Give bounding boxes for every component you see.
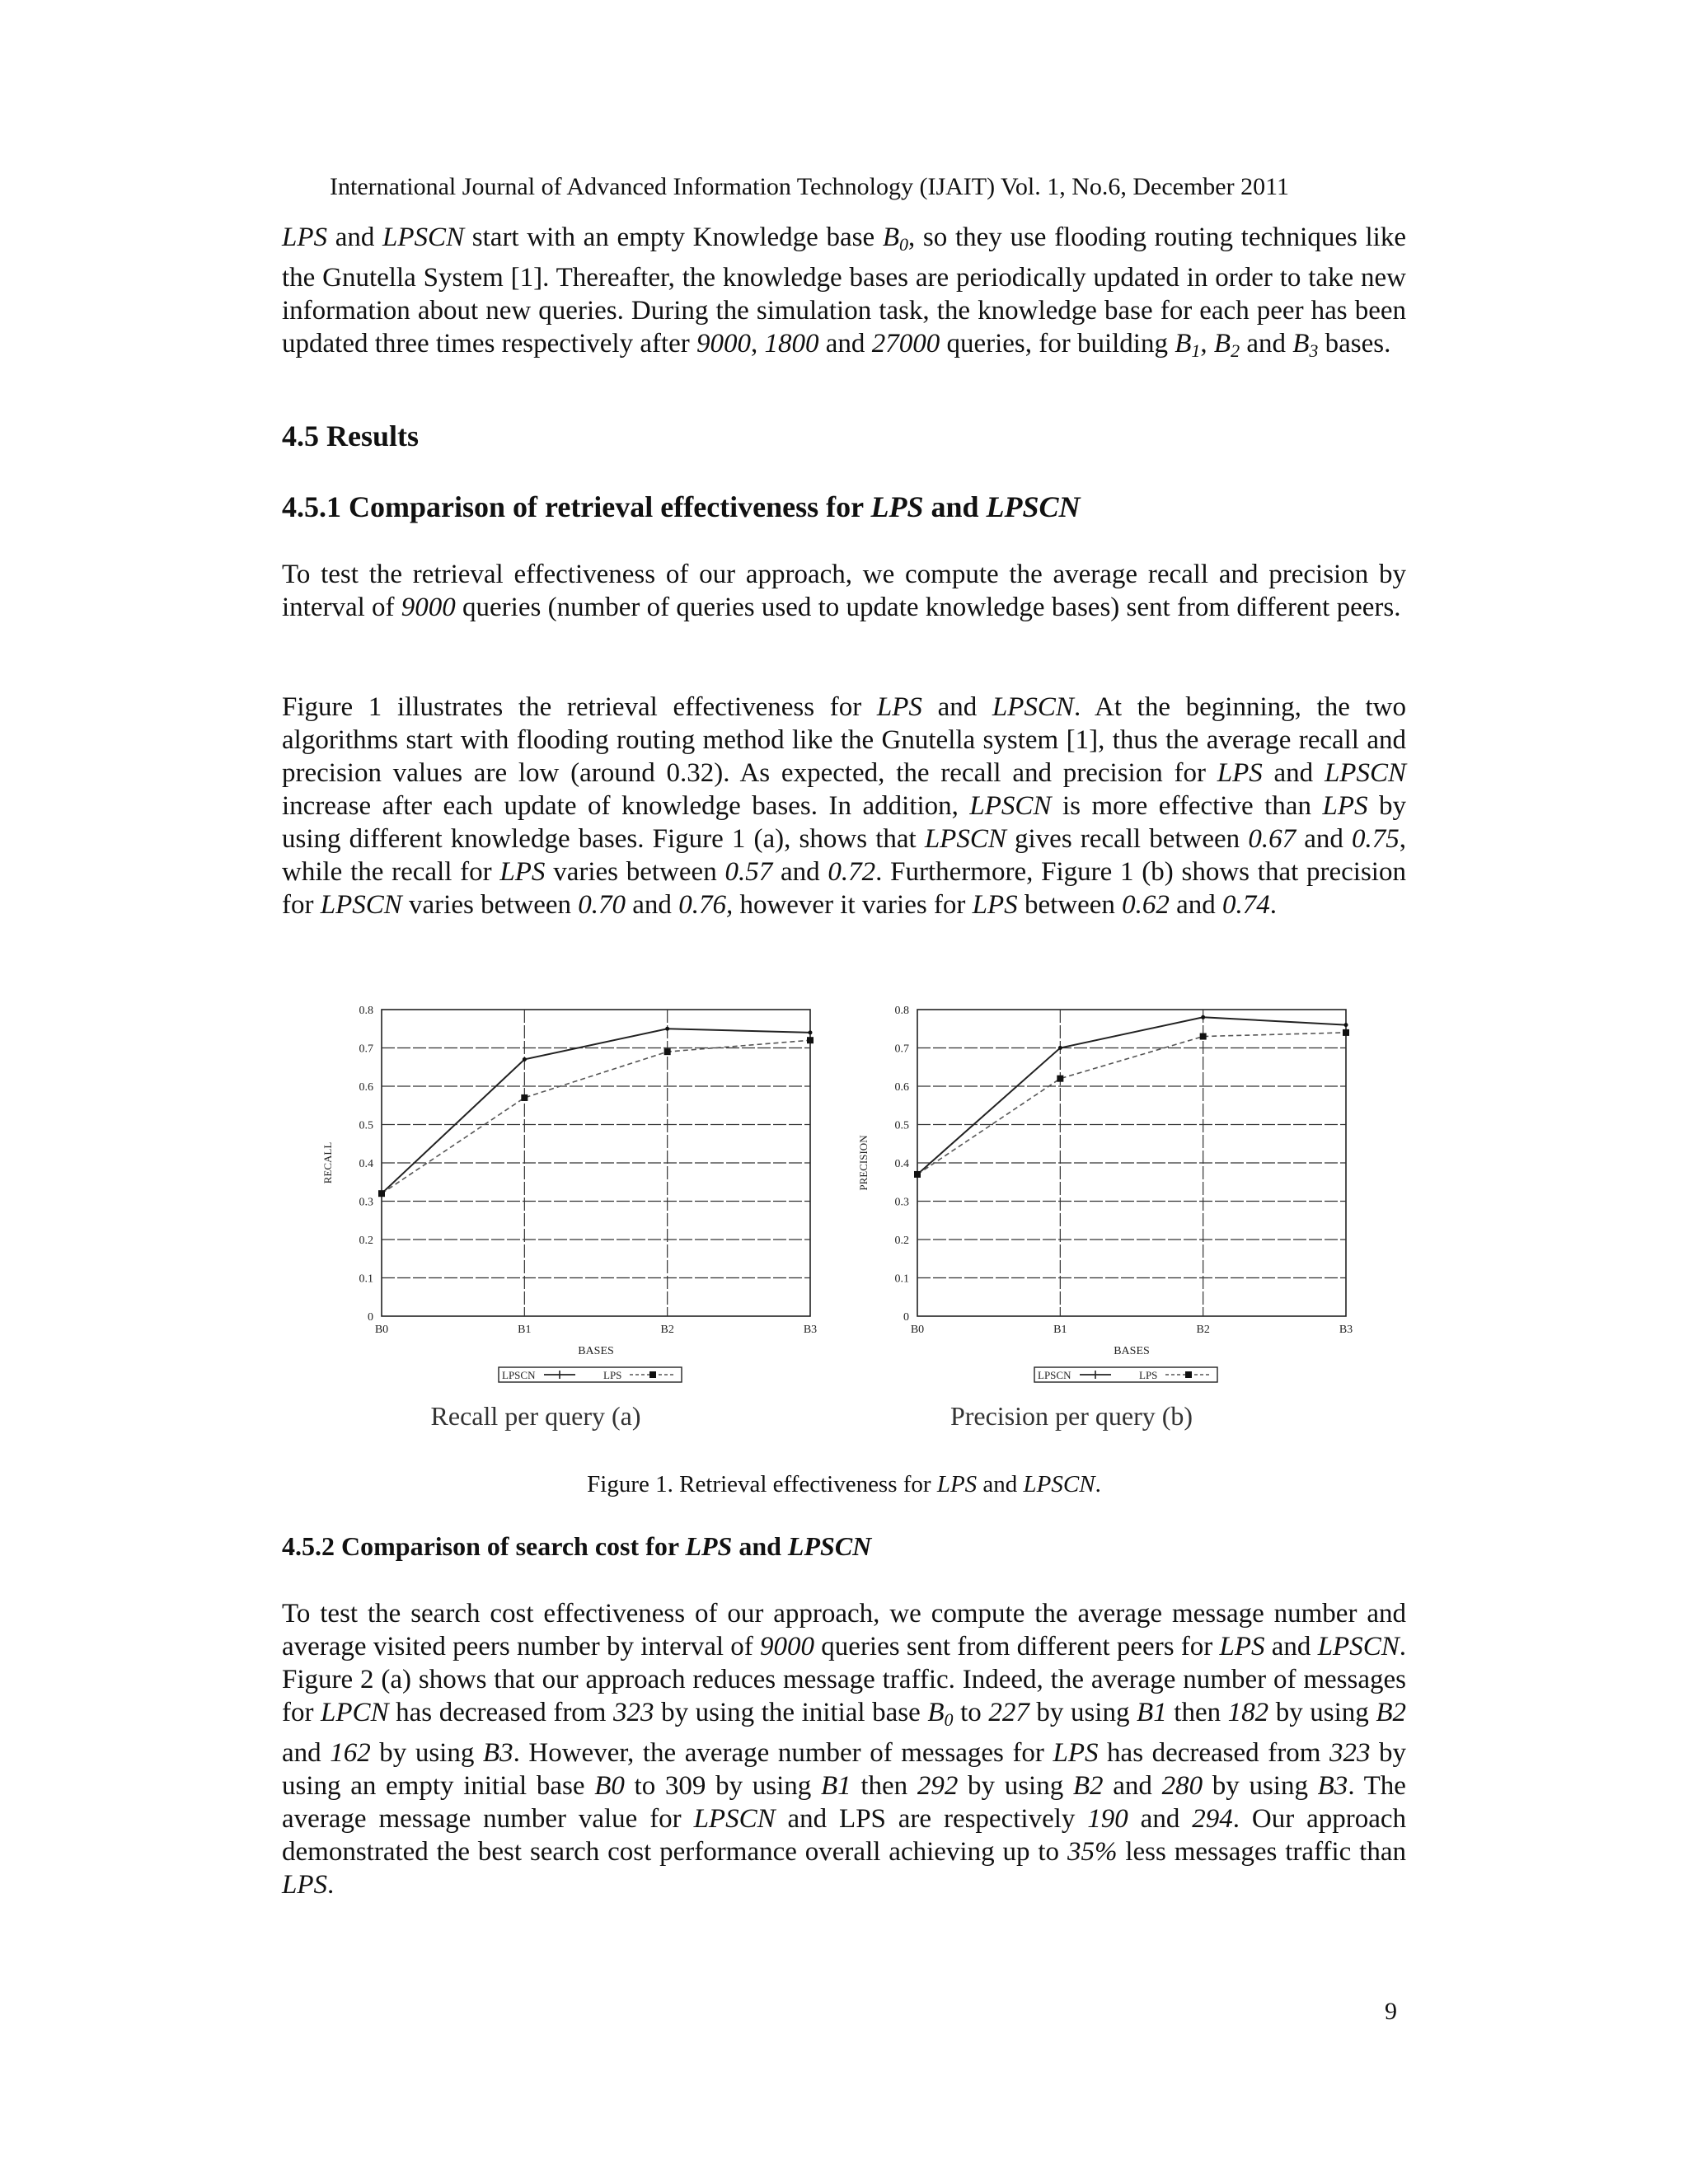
y-tick-label: 0.7	[894, 1043, 909, 1056]
precision-chart	[849, 997, 1376, 1451]
section-heading-search-cost: 4.5.2 Comparison of search cost for LPS and LPSCN	[282, 1531, 872, 1561]
x-tick-label: B1	[1053, 1324, 1067, 1336]
x-tick-label: B0	[374, 1324, 389, 1336]
paragraph-search-cost: To test the search cost effectiveness of our approach, we compute the average message number and average visited peers number by interval of 9000 queries sent from different peers for LPS and LPSCN. Figure 2 (a) shows that our approach reduces message traffic. Indeed, the average number of messages for LPCN has decreased from 323 by using the initial base $B_0$ to 227 by using B1 then 182 by using B2 and 162 by using B3. However, the average number of messages for LPS has decreased from 323 by using an empty initial base B0 to 309 by using B1 then 292 by using B2 and 280 by using B3. The average message number value for LPSCN and LPS are respectively 190 and 294. Our approach demonstrated the best search cost performance overall achieving up to 35% less messages traffic than LPS.	[282, 1599, 1407, 1900]
x-axis-label: BASES	[1114, 1345, 1150, 1357]
x-axis-label: BASES	[578, 1345, 614, 1357]
data-point-lps	[1343, 1029, 1349, 1036]
section-heading-retrieval: 4.5.1 Comparison of retrieval effectiveness for LPS and LPSCN	[282, 490, 1081, 523]
y-tick-label: 0.3	[359, 1196, 373, 1209]
legend-marker-lps	[649, 1371, 656, 1378]
y-tick-label: 0.2	[359, 1235, 373, 1247]
chart-title: Precision per query (b)	[950, 1401, 1193, 1431]
recall-chart	[313, 997, 841, 1451]
data-point-lpscn	[1201, 1015, 1205, 1019]
y-tick-label: 0.2	[894, 1235, 909, 1247]
data-point-lps	[521, 1094, 528, 1101]
figure-caption: Figure 1. Retrieval effectiveness for LPS and LPSCN.	[587, 1471, 1101, 1497]
legend-marker-lps	[1185, 1371, 1192, 1378]
x-tick-label: B2	[660, 1324, 674, 1336]
y-tick-label: 0.4	[359, 1158, 373, 1170]
paragraph-retrieval-method: To test the retrieval effectiveness of our approach, we compute the average recall and precision by interval of 9000 queries (number of queries used to update knowledge bases) sent from different peers.	[282, 560, 1406, 622]
y-tick-label: 0.4	[894, 1158, 909, 1170]
y-tick-label: 0	[368, 1311, 373, 1324]
legend-label-lps: LPS	[1139, 1369, 1158, 1381]
y-tick-label: 0.6	[359, 1081, 373, 1094]
x-tick-label: B3	[803, 1324, 818, 1336]
x-tick-label: B1	[518, 1324, 532, 1336]
data-point-lpscn	[665, 1027, 669, 1031]
section-heading-results: 4.5 Results	[282, 419, 420, 452]
data-point-lps	[1200, 1033, 1207, 1040]
y-tick-label: 0.6	[894, 1081, 909, 1094]
x-tick-label: B2	[1196, 1324, 1210, 1336]
y-tick-label: 0.3	[894, 1196, 909, 1209]
y-tick-label: 0	[903, 1311, 909, 1324]
y-tick-label: 0.1	[359, 1272, 373, 1286]
x-tick-label: B3	[1339, 1324, 1353, 1336]
data-point-lpscn	[523, 1057, 527, 1062]
data-point-lps	[378, 1190, 385, 1197]
data-point-lpscn	[809, 1030, 813, 1034]
y-tick-label: 0.8	[894, 1005, 909, 1017]
legend-label-lpscn: LPSCN	[502, 1369, 536, 1381]
paragraph-knowledge-base: LPS and LPSCN start with an empty Knowledge base $B_0$, so they use flooding routing techniques like the Gnutella System [1]. Thereafter, the knowledge bases are periodically updated in order to take new information about new queries. During the simulation task, the knowledge base for each peer has been updated three times respectively after 9000, 1800 and 27000 queries, for building $B_1$, $B_2$ and $B_3$ bases.	[282, 223, 1406, 361]
legend-label-lps: LPS	[603, 1369, 622, 1381]
legend-label-lpscn: LPSCN	[1038, 1369, 1071, 1381]
y-tick-label: 0.5	[359, 1119, 373, 1132]
chart-title: Recall per query (a)	[430, 1401, 641, 1431]
data-point-lps	[664, 1048, 671, 1055]
y-tick-label: 0.5	[894, 1119, 909, 1132]
y-axis-label: PRECISION	[857, 1135, 870, 1191]
x-tick-label: B0	[910, 1324, 925, 1336]
y-axis-label: RECALL	[321, 1141, 334, 1184]
y-tick-label: 0.1	[894, 1272, 909, 1286]
data-point-lps	[914, 1171, 921, 1178]
data-point-lps	[807, 1037, 814, 1043]
y-tick-label: 0.7	[359, 1043, 373, 1056]
journal-header: International Journal of Advanced Information Technology (IJAIT) Vol. 1, No.6, December 2011	[330, 173, 1289, 200]
data-point-lps	[1057, 1076, 1063, 1082]
data-point-lpscn	[1344, 1023, 1348, 1027]
y-tick-label: 0.8	[359, 1005, 373, 1017]
data-point-lpscn	[1058, 1046, 1062, 1050]
page-number: 9	[1385, 1998, 1397, 2025]
paragraph-figure1-discussion: Figure 1 illustrates the retrieval effectiveness for LPS and LPSCN. At the beginning, the two algorithms start with flooding routing method like the Gnutella system [1], thus the average recall and precision values are low (around 0.32). As expected, the recall and precision for LPS and LPSCN increase after each update of knowledge bases. In addition, LPSCN is more effective than LPS by using different knowledge bases. Figure 1 (a), shows that LPSCN gives recall between 0.67 and 0.75, while the recall for LPS varies between 0.57 and 0.72. Furthermore, Figure 1 (b) shows that precision for LPSCN varies between 0.70 and 0.76, however it varies for LPS between 0.62 and 0.74.	[282, 692, 1407, 920]
